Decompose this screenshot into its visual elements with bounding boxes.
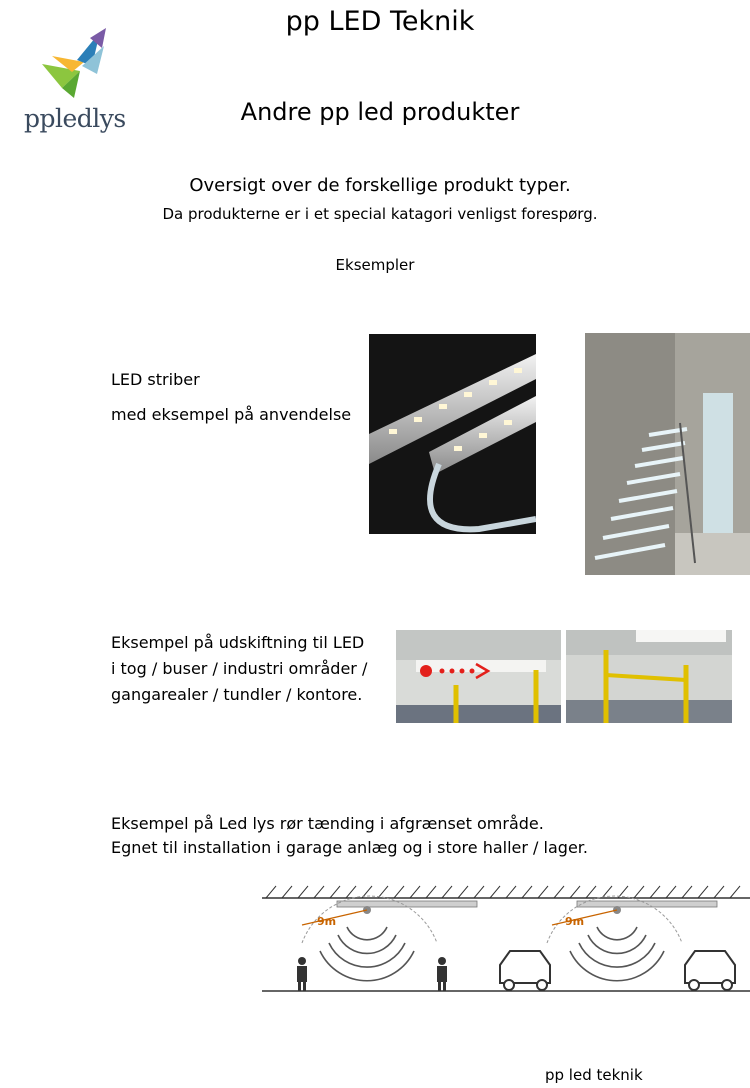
section-led-strips-line-1: LED striber (111, 370, 200, 389)
section-led-strips-line-2: med eksempel på anvendelse (111, 405, 352, 424)
section-replacement-line-2: i tog / buser / industri områder / (111, 659, 368, 678)
section-sensor-line-2: Egnet til installation i garage anlæg og i store haller / lager. (111, 838, 588, 857)
page-title: pp LED Teknik (285, 6, 475, 37)
car-icon (500, 951, 735, 990)
bus-interior-photo-after (566, 630, 732, 723)
page-subtitle: Andre pp led produkter (240, 98, 520, 126)
examples-label: Eksempler (335, 256, 415, 274)
arrows-logo-icon (22, 26, 132, 106)
section-replacement-line-1: Eksempel på udskiftning til LED (111, 633, 365, 652)
overview-heading: Oversigt over de forskellige produkt typer. (189, 175, 571, 196)
ppledlys-logo (22, 26, 132, 136)
range-label-right: 9m (565, 915, 585, 928)
section-replacement-line-3: gangarealer / tundler / kontore. (111, 685, 363, 704)
footer-text: pp led teknik (545, 1066, 643, 1084)
led-strip-photo (369, 334, 536, 534)
stairs-photo (585, 333, 750, 575)
person-icon (297, 957, 447, 991)
bus-interior-photo-before (396, 630, 561, 723)
range-label-left: 9m (317, 915, 337, 928)
sensor-range-diagram (262, 883, 750, 995)
request-note: Da produkterne er i et special katagori venligst forespørg. (162, 205, 598, 223)
section-sensor-line-1: Eksempel på Led lys rør tænding i afgrænset område. (111, 814, 544, 833)
brand-name: ppledlys (24, 104, 126, 133)
